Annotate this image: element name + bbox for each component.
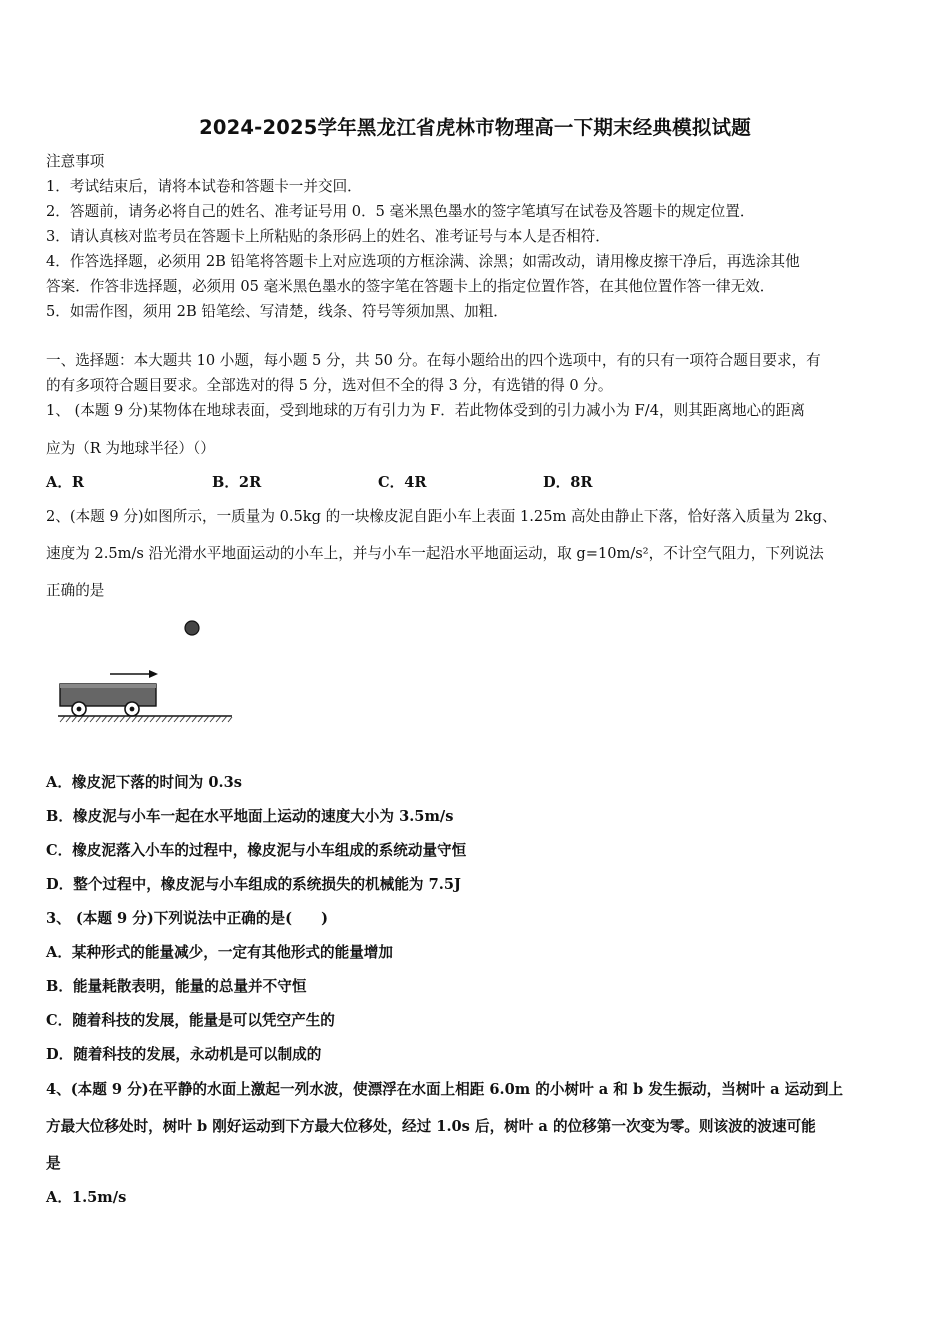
question-2-stem: 正确的是	[46, 582, 105, 599]
question-1-option-d: D．8R	[543, 474, 593, 491]
question-3-option-d: D．随着科技的发展，永动机是可以制成的	[46, 1046, 322, 1063]
notice-item: 1．考试结束后，请将本试卷和答题卡一并交回．	[46, 178, 362, 195]
page-title: 2024-2025学年黑龙江省虎林市物理高一下期末经典模拟试题	[199, 116, 751, 139]
question-1-option-b: B．2R	[212, 474, 262, 491]
question-2-option-c: C．橡皮泥落入小车的过程中，橡皮泥与小车组成的系统动量守恒	[46, 842, 467, 859]
question-2-stem: 2、(本题 9 分)如图所示，一质量为 0.5kg 的一块橡皮泥自距小车上表面 1.25m 高处由静止下落，恰好落入质量为 2kg、	[46, 508, 837, 525]
notice-heading: 注意事项	[46, 153, 105, 170]
notice-item: 3．请认真核对监考员在答题卡上所粘贴的条形码上的姓名、准考证号与本人是否相符．	[46, 228, 610, 245]
question-3-option-c: C．随着科技的发展，能量是可以凭空产生的	[46, 1012, 335, 1029]
question-1-option-a: A．R	[46, 474, 85, 491]
putty-ball	[185, 621, 199, 635]
notice-item: 4．作答选择题，必须用 2B 铅笔将答题卡上对应选项的方框涂满、涂黑；如需改动，请用橡皮擦干净后，再选涂其他	[46, 253, 800, 270]
notice-item: 答案．作答非选择题，必须用 05 毫米黑色墨水的签字笔在答题卡上的指定位置作答，在其他位置作答一律无效．	[46, 278, 775, 295]
cart-top-rim	[60, 684, 156, 688]
cart-and-ball-figure	[54, 615, 236, 730]
question-3-option-b: B．能量耗散表明，能量的总量并不守恒	[46, 978, 307, 995]
section-intro: 的有多项符合题目要求。全部选对的得 5 分，选对但不全的得 3 分，有选错的得 0 分。	[46, 377, 613, 394]
question-2-stem: 速度为 2.5m/s 沿光滑水平地面运动的小车上，并与小车一起沿水平地面运动，取 g=10m/s²，不计空气阻力，下列说法	[46, 545, 824, 562]
question-1-stem: 应为（R 为地球半径）（）	[46, 440, 215, 457]
question-3-stem: 3、 (本题 9 分)下列说法中正确的是( )	[46, 910, 329, 927]
question-3-option-a: A．某种形式的能量减少，一定有其他形式的能量增加	[46, 944, 393, 961]
question-4-stem: 方最大位移处时，树叶 b 刚好运动到下方最大位移处，经过 1.0s 后，树叶 a 的位移第一次变为零。则该波的波速可能	[46, 1118, 816, 1135]
question-1-option-c: C．4R	[378, 474, 427, 491]
question-1-stem: 1、 (本题 9 分)某物体在地球表面，受到地球的万有引力为 F．若此物体受到的引力减小为 F/4，则其距离地心的距离	[46, 402, 805, 419]
ground-hatching	[60, 716, 232, 722]
question-4-option-a: A．1.5m/s	[46, 1189, 127, 1206]
velocity-arrowhead	[149, 670, 158, 678]
notice-item: 5．如需作图，须用 2B 铅笔绘、写清楚，线条、符号等须加黑、加粗．	[46, 303, 508, 320]
question-4-stem: 4、(本题 9 分)在平静的水面上激起一列水波，使漂浮在水面上相距 6.0m 的小树叶 a 和 b 发生振动，当树叶 a 运动到上	[46, 1081, 844, 1098]
section-intro: 一、选择题：本大题共 10 小题，每小题 5 分，共 50 分。在每小题给出的四个选项中，有的只有一项符合题目要求，有	[46, 352, 821, 369]
question-2-option-d: D．整个过程中，橡皮泥与小车组成的系统损失的机械能为 7.5J	[46, 876, 461, 893]
question-2-option-b: B．橡皮泥与小车一起在水平地面上运动的速度大小为 3.5m/s	[46, 808, 454, 825]
notice-item: 2．答题前，请务必将自己的姓名、准考证号用 0．5 毫米黑色墨水的签字笔填写在试卷及答题卡的规定位置．	[46, 203, 755, 220]
question-4-stem: 是	[46, 1155, 61, 1172]
question-2-option-a: A．橡皮泥下落的时间为 0.3s	[46, 774, 242, 791]
